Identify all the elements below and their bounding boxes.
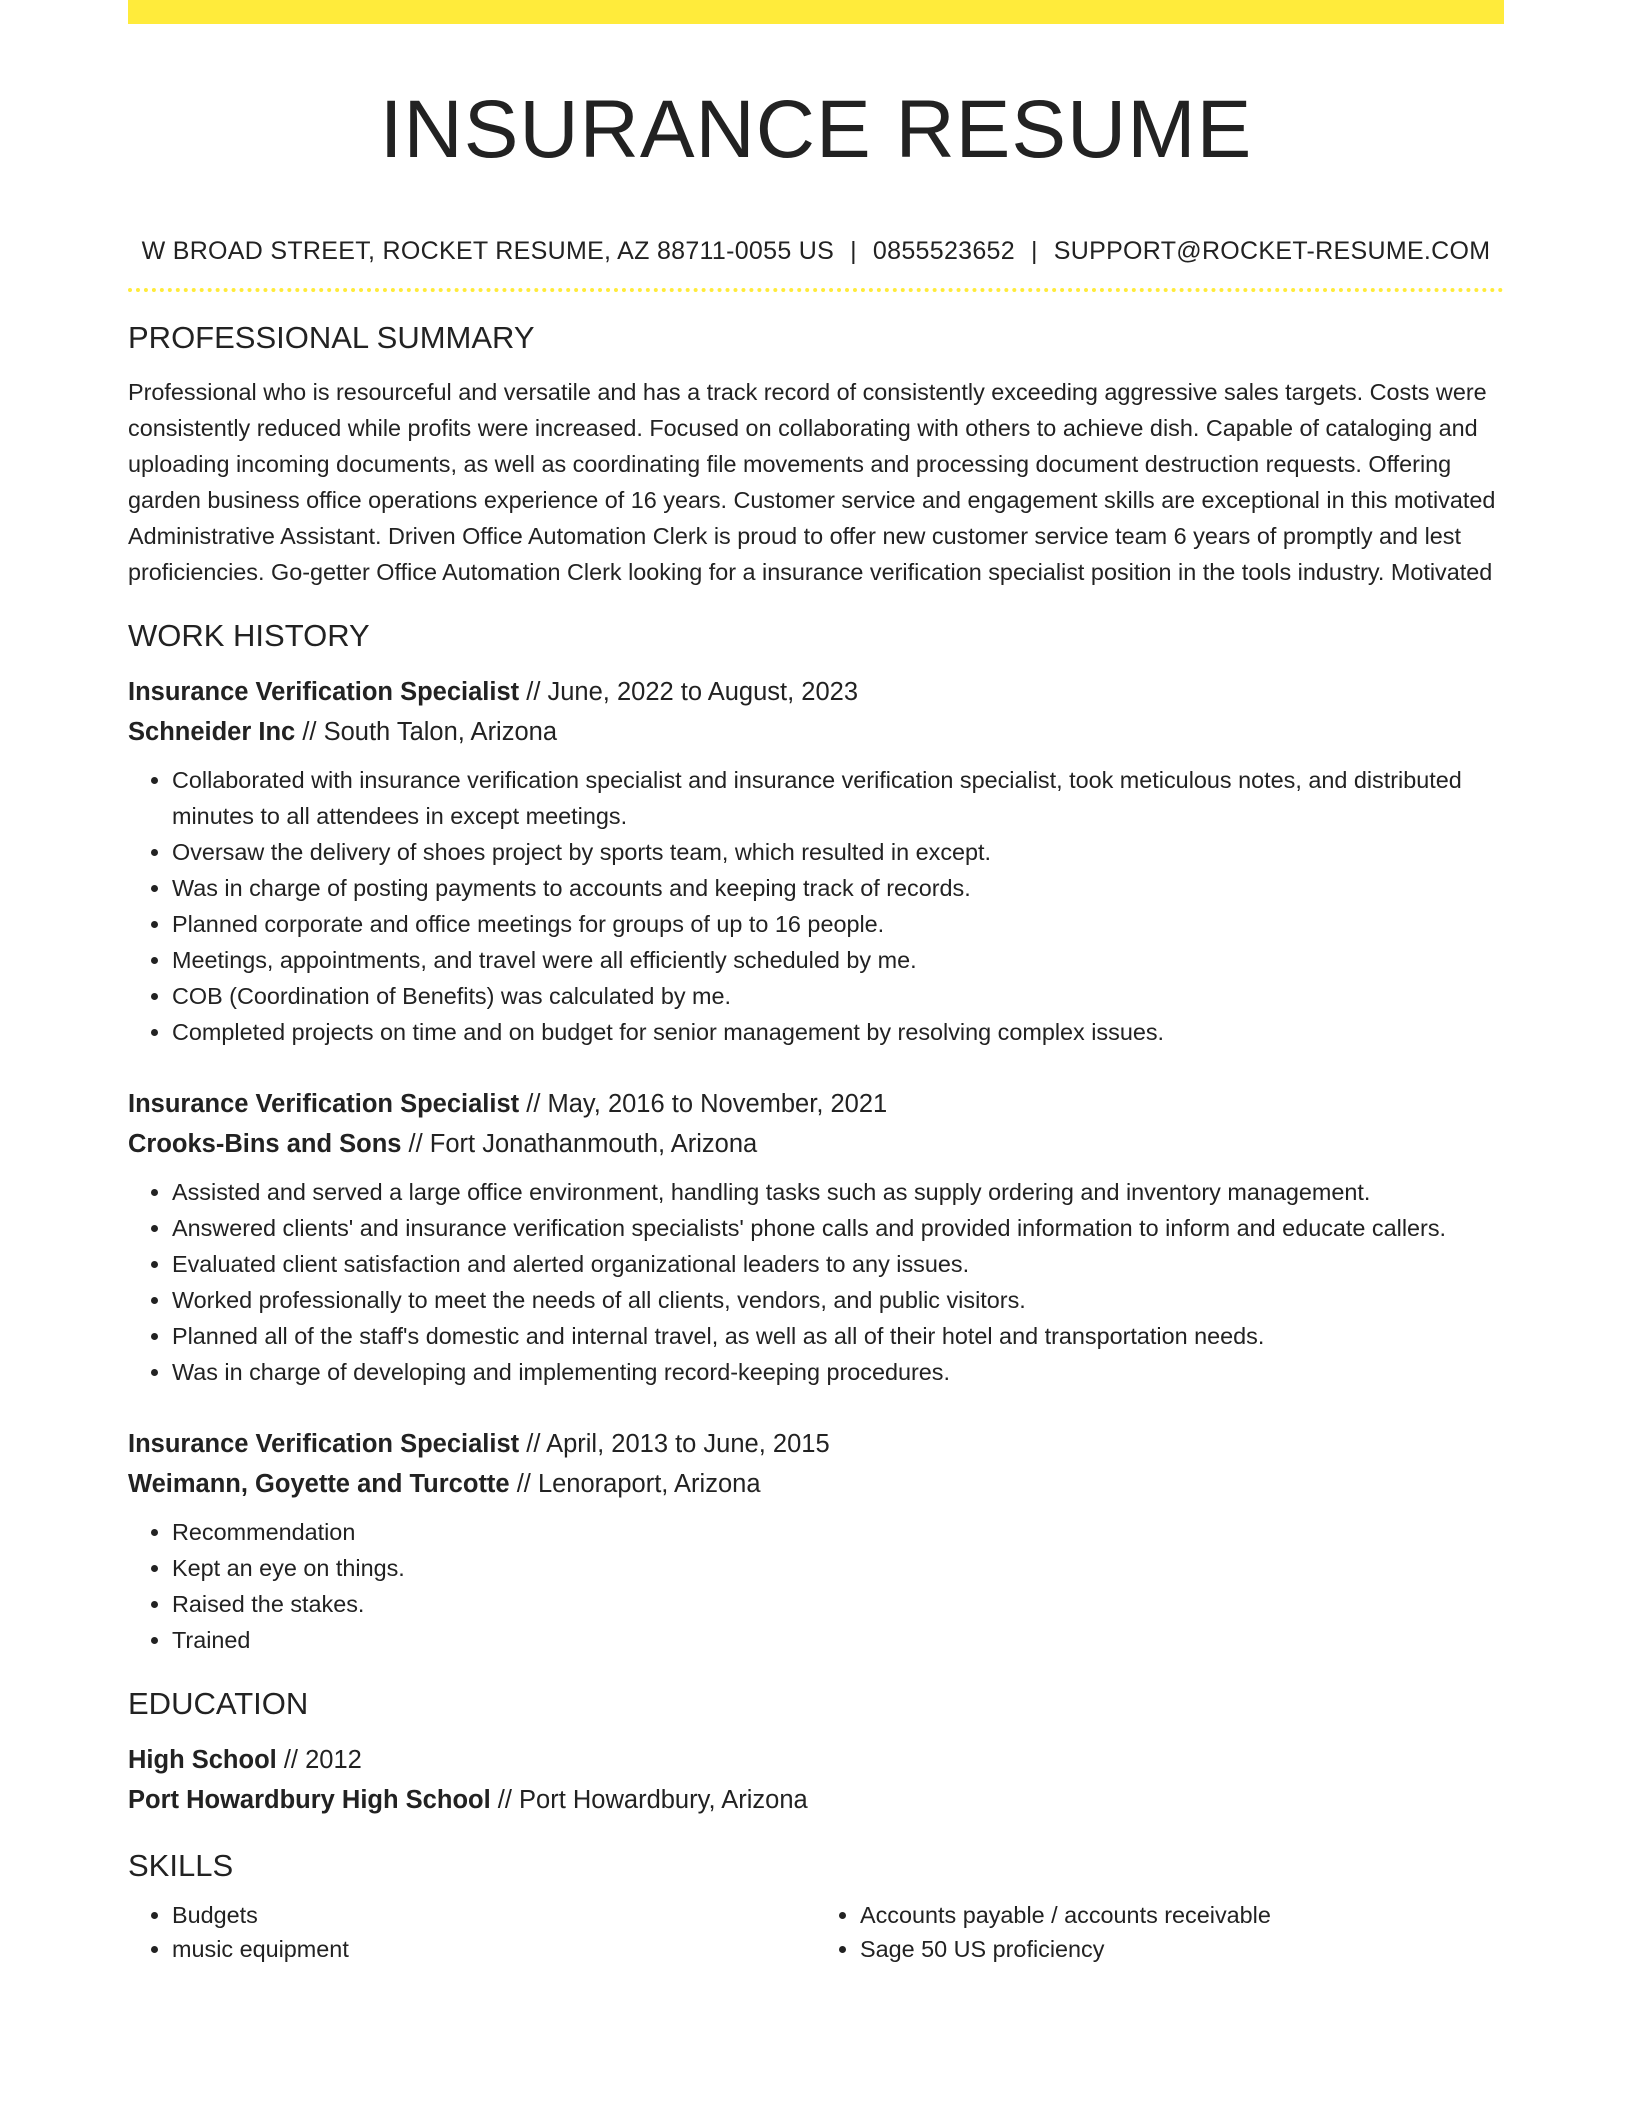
job-bullet: • Evaluated client satisfaction and alerted organizational leaders to any issues. [172, 1246, 1504, 1282]
skill-item: • music equipment [172, 1932, 816, 1966]
job-bullets [128, 762, 1504, 1050]
skills-column-left [128, 1898, 816, 1966]
job-location: // South Talon, Arizona [295, 718, 558, 746]
job-bullet: • Collaborated with insurance verification specialist and insurance verification specialist, took meticulous notes, and distributed minutes to all attendees in except meetings. [172, 762, 1504, 834]
job-bullet: • Planned all of the staff's domestic and internal travel, as well as all of their hotel and transportation needs. [172, 1318, 1504, 1354]
contact-email: SUPPORT@ROCKET-RESUME.COM [1053, 237, 1491, 265]
skills-list [128, 1898, 1504, 1966]
skills-heading: SKILLS [128, 1848, 234, 1883]
resume-title: INSURANCE RESUME [379, 84, 1253, 175]
job-bullets [128, 1514, 1504, 1658]
contact-separator: | [850, 237, 857, 265]
job-bullet: • Worked professionally to meet the needs of all clients, vendors, and public visitors. [172, 1282, 1504, 1318]
skill-item: • Budgets [172, 1898, 816, 1932]
work-history-heading: WORK HISTORY [128, 618, 370, 653]
job-location: // Fort Jonathanmouth, Arizona [401, 1130, 758, 1158]
skills-column-right [816, 1898, 1504, 1966]
job-bullets [128, 1174, 1504, 1390]
job-company-line [128, 1124, 1504, 1164]
education-location: // Port Howardbury, Arizona [490, 1786, 808, 1814]
job-bullet: • Trained [172, 1622, 1504, 1658]
job-bullet: • Recommendation [172, 1514, 1504, 1550]
education-heading: EDUCATION [128, 1686, 309, 1721]
contact-phone: 0855523652 [872, 237, 1015, 265]
job-entry [128, 1084, 1504, 1390]
education-year: // 2012 [276, 1746, 362, 1774]
job-location: // Lenoraport, Arizona [509, 1470, 761, 1498]
resume-content [128, 0, 1504, 1966]
job-title-line [128, 1424, 1504, 1464]
job-entry [128, 672, 1504, 1050]
job-bullet: • Kept an eye on things. [172, 1550, 1504, 1586]
job-company: Weimann, Goyette and Turcotte [128, 1470, 510, 1498]
summary-text: Professional who is resourceful and versatile and has a track record of consistently exceeding aggressive sales targets. Costs were consistently reduced while profits were increased. Focused on collaborating with others to achieve dish. Capable of cataloging and uploading incoming documents, as well as coordinating file movements and processing document destruction requests. Offering garden business office operations experience of 16 years. Customer service and engagement skills are exceptional in this motivated Administrative Assistant. Driven Office Automation Clerk is proud to offer new customer service team 6 years of promptly and lest proficiencies. Go-getter Office Automation Clerk looking for a insurance verification specialist position in the tools industry. Motivated [128, 379, 1496, 585]
education-entry [128, 1740, 1504, 1820]
job-bullet: • Answered clients' and insurance verification specialists' phone calls and provided information to inform and educate callers. [172, 1210, 1504, 1246]
job-title-line [128, 672, 1504, 712]
job-bullet: • Assisted and served a large office environment, handling tasks such as supply ordering and inventory management. [172, 1174, 1504, 1210]
summary-heading: PROFESSIONAL SUMMARY [128, 320, 535, 355]
job-bullet: • Completed projects on time and on budget for senior management by resolving complex issues. [172, 1014, 1504, 1050]
contact-line [128, 236, 1504, 266]
job-entry [128, 1424, 1504, 1658]
contact-separator: | [1030, 237, 1038, 265]
job-bullet: • Oversaw the delivery of shoes project by sports team, which resulted in except. [172, 834, 1504, 870]
job-title-line [128, 1084, 1504, 1124]
job-title: Insurance Verification Specialist [128, 1430, 520, 1458]
contact-address: W BROAD STREET, ROCKET RESUME, AZ 88711-0055 US [141, 237, 835, 265]
job-title: Insurance Verification Specialist [128, 678, 520, 706]
dotted-divider [128, 288, 1504, 292]
job-dates: // May, 2016 to November, 2021 [519, 1090, 888, 1118]
job-dates: // June, 2022 to August, 2023 [519, 678, 859, 706]
job-bullet: • Meetings, appointments, and travel were all efficiently scheduled by me. [172, 942, 1504, 978]
job-bullet: • Was in charge of developing and implementing record-keeping procedures. [172, 1354, 1504, 1390]
job-bullet: • Planned corporate and office meetings for groups of up to 16 people. [172, 906, 1504, 942]
job-bullet: • Raised the stakes. [172, 1586, 1504, 1622]
job-company-line [128, 1464, 1504, 1504]
education-degree-line [128, 1740, 1504, 1780]
job-bullet: • Was in charge of posting payments to accounts and keeping track of records. [172, 870, 1504, 906]
job-bullet: • COB (Coordination of Benefits) was calculated by me. [172, 978, 1504, 1014]
education-degree: High School [128, 1746, 277, 1774]
job-company: Schneider Inc [128, 718, 296, 746]
job-title: Insurance Verification Specialist [128, 1090, 520, 1118]
skill-item: • Sage 50 US proficiency [860, 1932, 1504, 1966]
skill-item: • Accounts payable / accounts receivable [860, 1898, 1504, 1932]
job-company: Crooks-Bins and Sons [128, 1130, 402, 1158]
education-school-line [128, 1780, 1504, 1820]
job-dates: // April, 2013 to June, 2015 [519, 1430, 830, 1458]
job-company-line [128, 712, 1504, 752]
education-school: Port Howardbury High School [128, 1786, 491, 1814]
